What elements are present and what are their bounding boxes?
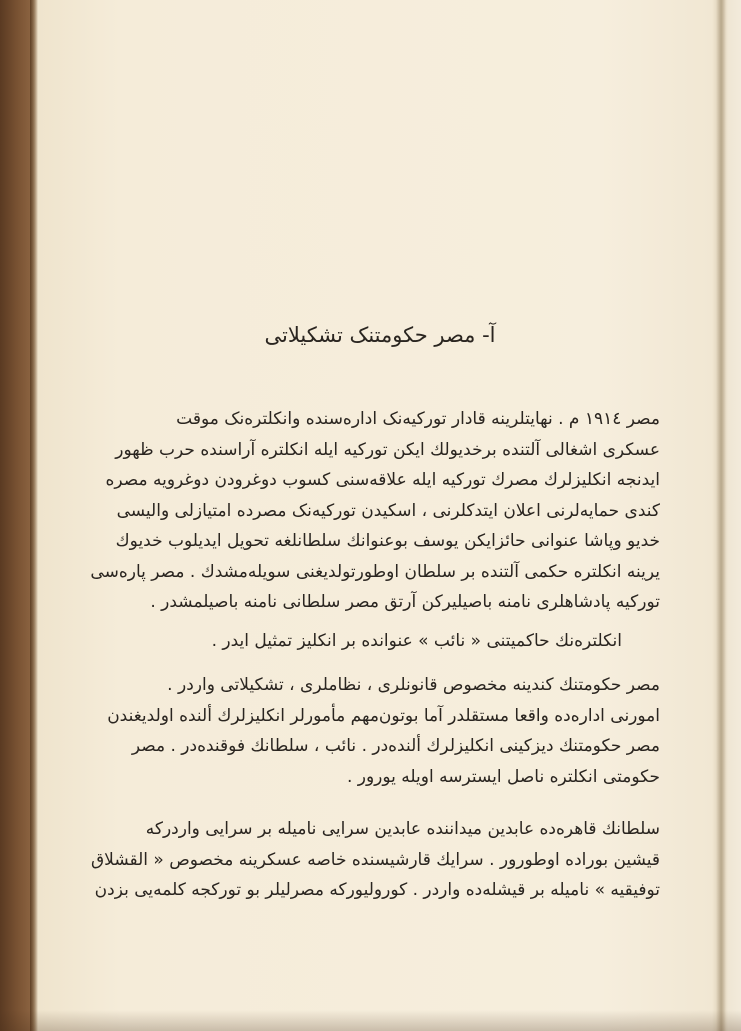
text-line: سلطانك قاهره‌ده عابدین میداننده عابدین سرایی نامیله بر سرایی واردرکه xyxy=(145,819,660,839)
paragraph-4 xyxy=(60,814,660,906)
text-line: خدیو وپاشا عنوانی حائزایکن یوسف بوعنوانك سلطانلغه تحویل ایدیلوب خدیوك xyxy=(115,531,660,551)
text-line: یرینه انکلتره حکمی آلتنده بر سلطان اوطورتولدیغنی سویله‌مشدك . مصر پاره‌سی xyxy=(90,561,660,582)
text-line: توفیقیه » نامیله بر قیشله‌ده واردر . کورولیورکه مصرلیلر بو تورکجه کلمه‌یی بزدن xyxy=(94,880,660,900)
page-text-block xyxy=(60,320,660,906)
text-line: حکومتی انکلتره ناصل ایسترسه اویله یورور . xyxy=(346,766,660,787)
binding-shadow xyxy=(30,0,38,1031)
text-line: امورنی اداره‌ده واقعا مستقلدر آما بوتون‌مهم مأمورلر انکلیزلرك ألنده اولدیغندن xyxy=(107,705,660,726)
text-line: مصر ١٩١٤ م . نهایتلرینه قادار تورکیه‌نک اداره‌سنده وانکلتره‌نک موقت xyxy=(176,409,660,429)
text-line: مصر حکومتنك دیزکینی انکلیزلرك ألنده‌در . نائب ، سلطانك فوقنده‌در . مصر xyxy=(131,736,660,756)
page-fold xyxy=(716,0,726,1031)
text-line: انکلتره‌نك حاکمیتنی « نائب » عنوانده بر انکلیز تمثیل ایدر . xyxy=(211,630,622,651)
text-line: قیشین بوراده اوطورور . سرایك قارشیسنده خاصه عسکرینه مخصوص « القشلاق xyxy=(90,849,660,870)
paragraph-3 xyxy=(60,670,660,792)
text-line: تورکیه پادشاهلری نامنه باصیلیرکن آرتق مصر سلطانی نامنه باصیلمشدر . xyxy=(150,592,660,612)
text-line: عسکری اشغالی آلتنده برخدیولك ایکن تورکیه ایله انکلتره آراسنده حرب ظهور xyxy=(115,439,660,460)
section-heading: آ- مصر حکومتنک تشکیلاتی xyxy=(264,323,496,347)
text-line: کندی حمایه‌لرنی اعلان ایتدکلرنی ، اسکیدن تورکیه‌نک مصرده امتیازلی والیسی xyxy=(116,500,660,521)
page-bottom-edge xyxy=(0,1010,741,1031)
paragraph-1 xyxy=(60,404,660,618)
text-line: مصر حکومتنك کندینه مخصوص قانونلری ، نظاملری ، تشکیلاتی واردر . xyxy=(167,675,660,695)
text-line: ایدنجه انکلیزلرك مصرك تورکیه ایله علاقه‌سنی کسوب دوغرودن دوغرویه مصره xyxy=(105,470,660,490)
paragraph-2 xyxy=(60,626,660,657)
